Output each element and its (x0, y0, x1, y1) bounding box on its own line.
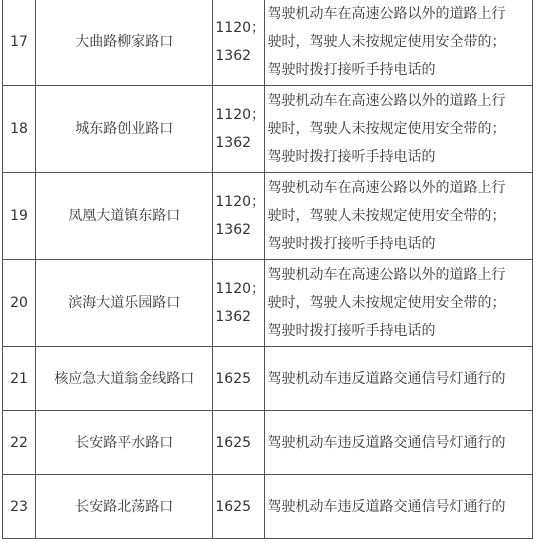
table-row (3, 347, 533, 411)
description-line: 驶时，驾驶人未按规定使用安全带的； (267, 34, 506, 50)
violation-code: 1625 (215, 370, 252, 387)
violation-code: 1362 (215, 48, 252, 64)
row-number: 17 (3, 0, 36, 86)
description-line: 驾驶机动车违反道路交通信号灯通行的 (267, 370, 506, 387)
table-row (3, 260, 533, 347)
row-number: 23 (3, 475, 36, 539)
violation-codes (213, 0, 265, 86)
intersection-name: 长安路北荡路口 (36, 475, 213, 539)
row-number: 19 (3, 173, 36, 260)
description-line: 驾驶机动车违反道路交通信号灯通行的 (267, 498, 506, 515)
violation-code: 1362 (215, 135, 252, 151)
intersection-name: 城东路创业路口 (36, 86, 213, 173)
table-row (3, 0, 533, 86)
description-line: 驾驶时拨打接听手持电话的 (267, 323, 436, 339)
description-line: 驶时，驾驶人未按规定使用安全带的； (267, 208, 506, 224)
violation-table (2, 0, 533, 539)
row-number: 20 (3, 260, 36, 347)
violation-codes (213, 475, 265, 539)
violation-code: 1120； (215, 107, 266, 123)
violation-codes (213, 260, 265, 347)
table-row (3, 86, 533, 173)
violation-code: 1625 (215, 434, 252, 451)
violation-description (265, 411, 533, 475)
intersection-name: 核应急大道翁金线路口 (36, 347, 213, 411)
violation-table-body (3, 0, 533, 539)
row-number: 21 (3, 347, 36, 411)
violation-codes (213, 173, 265, 260)
violation-code: 1120； (215, 194, 266, 210)
violation-description (265, 260, 533, 347)
table-row (3, 173, 533, 260)
violation-code: 1120； (215, 20, 266, 36)
description-line: 驾驶机动车在高速公路以外的道路上行 (267, 180, 506, 196)
violation-description (265, 86, 533, 173)
violation-description (265, 347, 533, 411)
violation-codes (213, 347, 265, 411)
description-line: 驾驶机动车在高速公路以外的道路上行 (267, 6, 506, 22)
table-row (3, 411, 533, 475)
description-line: 驾驶机动车在高速公路以外的道路上行 (267, 93, 506, 109)
description-line: 驾驶时拨打接听手持电话的 (267, 62, 436, 78)
violation-code: 1362 (215, 309, 252, 325)
intersection-name: 长安路平水路口 (36, 411, 213, 475)
description-line: 驾驶时拨打接听手持电话的 (267, 236, 436, 252)
description-line: 驾驶机动车在高速公路以外的道路上行 (267, 267, 506, 283)
table-row (3, 475, 533, 539)
row-number: 22 (3, 411, 36, 475)
violation-code: 1362 (215, 222, 252, 238)
intersection-name: 凤凰大道镇东路口 (36, 173, 213, 260)
violation-code: 1120； (215, 281, 266, 297)
intersection-name: 滨海大道乐园路口 (36, 260, 213, 347)
violation-description (265, 475, 533, 539)
description-line: 驶时，驾驶人未按规定使用安全带的； (267, 121, 506, 137)
intersection-name: 大曲路柳家路口 (36, 0, 213, 86)
violation-code: 1625 (215, 498, 252, 515)
row-number: 18 (3, 86, 36, 173)
violation-codes (213, 86, 265, 173)
description-line: 驾驶机动车违反道路交通信号灯通行的 (267, 434, 506, 451)
violation-description (265, 0, 533, 86)
violation-codes (213, 411, 265, 475)
description-line: 驶时，驾驶人未按规定使用安全带的； (267, 295, 506, 311)
violation-description (265, 173, 533, 260)
description-line: 驾驶时拨打接听手持电话的 (267, 149, 436, 165)
